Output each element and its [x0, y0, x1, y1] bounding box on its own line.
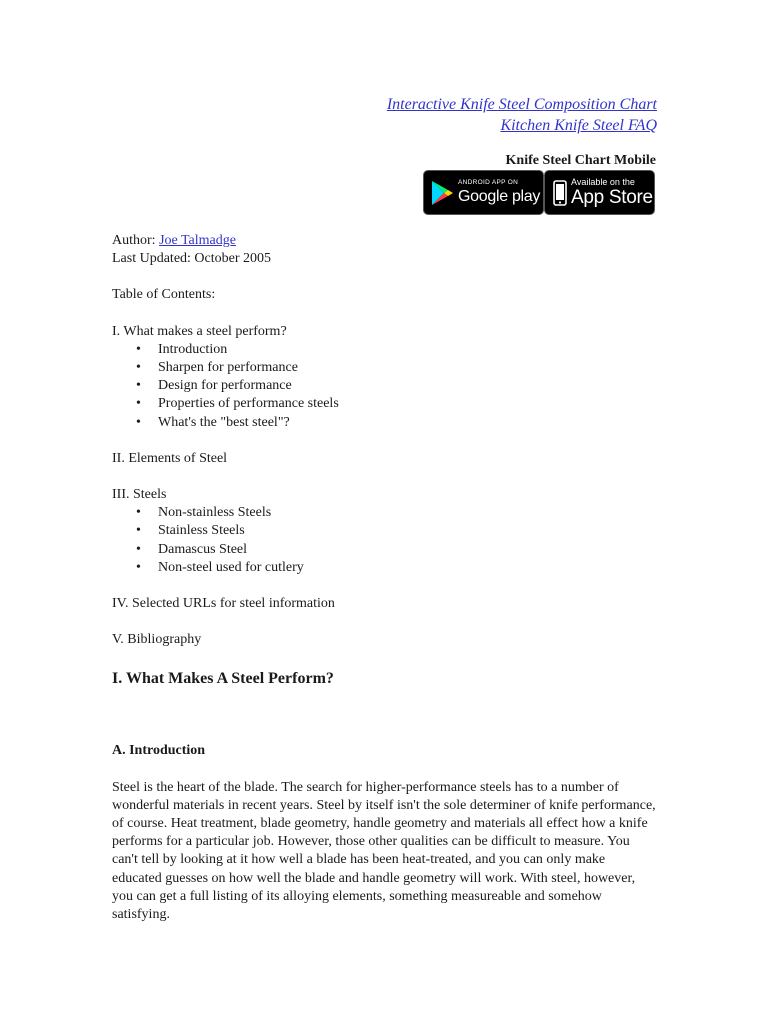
toc-item: • Properties of performance steels: [158, 395, 657, 413]
google-play-icon: [430, 180, 454, 206]
toc-item: • Design for performance: [158, 377, 657, 395]
spacer: [112, 689, 657, 742]
app-store-big: App Store: [571, 187, 653, 208]
toc-title: Table of Contents:: [112, 287, 216, 303]
spacer: [112, 268, 657, 286]
app-store-small: Available on the: [571, 177, 635, 187]
toc-part-1-list: [112, 341, 657, 432]
subsection-heading: A. Introduction: [112, 743, 206, 759]
app-store-badge[interactable]: [544, 170, 655, 215]
toc-item: • Damascus Steel: [158, 541, 657, 559]
google-play-big: Google play: [458, 187, 541, 205]
section-heading: I. What Makes A Steel Perform?: [112, 670, 334, 688]
toc-part-3: III. Steels: [112, 487, 167, 503]
author-label: Author:: [112, 233, 160, 248]
toc-item: • Non-stainless Steels: [158, 504, 657, 522]
google-play-badge[interactable]: [423, 170, 544, 215]
top-links: [387, 94, 657, 136]
author-link[interactable]: Joe Talmadge: [159, 233, 236, 248]
toc-item: • Stainless Steels: [158, 522, 657, 540]
spacer: [112, 613, 657, 631]
spacer: [112, 761, 657, 779]
document-page: [112, 0, 657, 1024]
toc-item: • Introduction: [158, 341, 657, 359]
toc-part-1: I. What makes a steel perform?: [112, 323, 287, 339]
article-body: [112, 232, 657, 924]
spacer: [112, 432, 657, 450]
toc-item: • Sharpen for performance: [158, 359, 657, 377]
toc-item: • What's the "best steel"?: [158, 414, 657, 432]
toc-item: • Non-steel used for cutlery: [158, 559, 657, 577]
toc-part-4: IV. Selected URLs for steel information: [112, 596, 335, 612]
spacer: [112, 649, 657, 668]
toc-part-3-list: [112, 504, 657, 577]
last-updated: Last Updated: October 2005: [112, 251, 272, 267]
google-play-small: ANDROID APP ON: [458, 179, 519, 187]
toc-part-2: II. Elements of Steel: [112, 450, 228, 466]
spacer: [112, 577, 657, 595]
chart-link[interactable]: Interactive Knife Steel Composition Chart: [386, 96, 657, 113]
spacer: [112, 305, 657, 323]
faq-link[interactable]: Kitchen Knife Steel FAQ: [500, 117, 657, 134]
spacer: [112, 468, 657, 486]
app-badges: [423, 170, 655, 215]
intro-paragraph: Steel is the heart of the blade. The search for higher-performance steels has to a number of wonderful materials in recent years. Steel by itself isn't the sole determiner of knife performance, of course. Heat treatment, blade geometry, handle geometry and materials all effect how a knife performs for a particular job. However, those other qualities can be difficult to measure. You can't tell by looking at it how well a blade has been heat-treated, and you can only make educated guesses on how well the blade and handle geometry will work. With steel, however, you can get a full listing of its alloying elements, something measureable and somehow satisfying.: [112, 779, 656, 923]
toc-part-5: V. Bibliography: [112, 632, 202, 648]
iphone-icon: [553, 180, 567, 206]
google-play-text: [458, 180, 540, 205]
author-line: [112, 232, 657, 250]
mobile-app-title: Knife Steel Chart Mobile: [505, 153, 656, 168]
app-store-text: [571, 178, 653, 207]
